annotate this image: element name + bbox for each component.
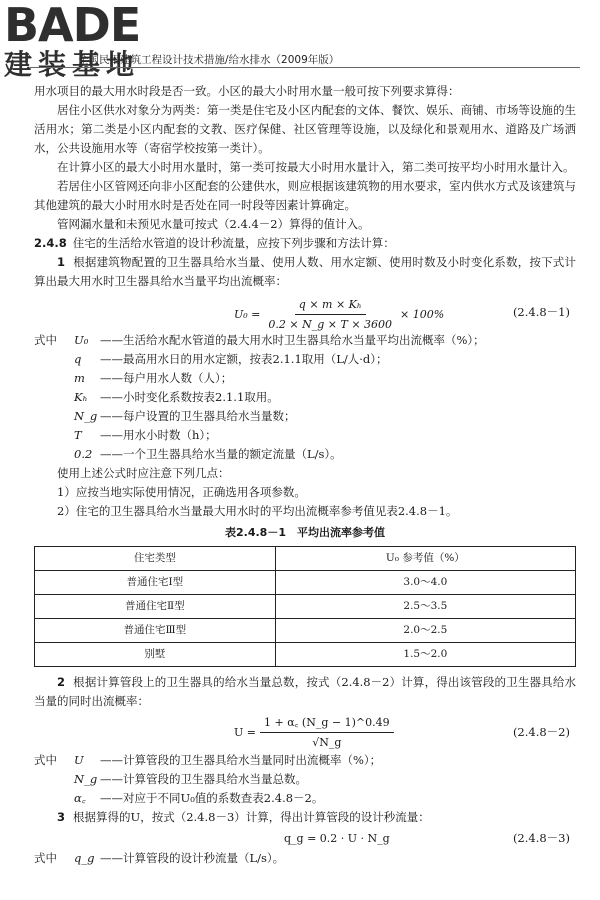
formula-lhs: U = — [234, 726, 256, 739]
note-2: 2）住宅的卫生器具给水当量最大用水时的平均出流概率参考值见表2.4.8－1。 — [57, 504, 458, 518]
step-text: 根据算得的U，按式（2.4.8－3）计算，得出计算管段的设计秒流量： — [73, 810, 430, 824]
table-cell: 普通住宅Ⅰ型 — [35, 571, 276, 595]
var-desc: ——计算管段的卫生器具给水当量总数。 — [100, 772, 307, 786]
step-number: 3 — [57, 810, 66, 824]
running-head: 全国民用建筑工程设计技术措施/给水排水（2009年版） — [78, 54, 340, 66]
where-label: 式中 — [34, 851, 57, 865]
logo-latin-text: BADE — [4, 0, 141, 52]
formula-2-4-8-2 — [34, 711, 576, 751]
step-number: 1 — [57, 255, 66, 269]
paragraph: 用水项目的最大用水时段是否一致。小区的最大小时用水量一般可按下列要求算得： — [34, 84, 460, 98]
variable-list-3 — [34, 849, 576, 868]
section-number: 2.4.8 — [34, 236, 67, 250]
var-symbol: q_g — [74, 851, 95, 865]
table-cell: 2.0～2.5 — [275, 619, 575, 643]
section-text: 住宅的生活给水管道的设计秒流量，应按下列步骤和方法计算： — [72, 236, 395, 250]
equation-number: (2.4.8－1) — [512, 305, 570, 319]
formula-numerator: 1 + α꜀ (N_g − 1)^0.49 — [260, 713, 394, 733]
var-desc: ——一个卫生器具给水当量的额定流量（L/s）。 — [100, 447, 342, 461]
var-desc: ——每户用水人数（人）； — [100, 371, 233, 385]
var-desc: ——每户设置的卫生器具给水当量数； — [100, 409, 296, 423]
formula-denominator: 0.2 × N_g × T × 3600 — [268, 318, 393, 331]
where-label: 式中 — [34, 753, 57, 767]
reference-table — [34, 546, 576, 667]
section-heading — [34, 234, 576, 253]
bade-logo — [4, 2, 184, 84]
table-cell: 2.5～3.5 — [275, 595, 575, 619]
formula-2-4-8-1 — [34, 291, 576, 331]
where-label: 式中 — [34, 333, 57, 347]
var-desc: ——计算管段的卫生器具给水当量同时出流概率（%）； — [100, 753, 382, 767]
table-header: U₀ 参考值（%） — [275, 547, 575, 571]
notes-intro: 使用上述公式时应注意下列几点： — [57, 466, 230, 480]
formula-text: q_g = 0.2 · U · N_g — [284, 832, 390, 845]
var-symbol: α꜀ — [74, 791, 86, 805]
note-1: 1）应按当地实际使用情况，正确选用各项参数。 — [57, 485, 306, 499]
var-desc: ——生活给水配水管道的最大用水时卫生器具给水当量平均出流概率（%）； — [100, 333, 485, 347]
var-desc: ——小时变化系数按表2.1.1取用。 — [100, 390, 279, 404]
formula-2-4-8-3 — [34, 827, 576, 849]
var-symbol: N_g — [74, 772, 98, 786]
page-content — [34, 82, 576, 868]
var-symbol: U₀ — [74, 333, 89, 347]
formula-fraction — [264, 295, 396, 334]
var-symbol: Kₕ — [74, 390, 88, 404]
formula-denominator: √N_g — [312, 736, 342, 749]
table-row — [35, 643, 576, 667]
formula-lhs: U₀ = — [234, 308, 261, 321]
formula-fraction — [260, 713, 394, 752]
step-3 — [34, 808, 576, 827]
var-desc: ——用水小时数（h）； — [100, 428, 217, 442]
table-cell: 普通住宅Ⅲ型 — [35, 619, 276, 643]
equation-number: (2.4.8－3) — [512, 831, 570, 845]
step-text: 根据建筑物配置的卫生器具给水当量、使用人数、用水定额、使用时数及小时变化系数，按下式计算出最大用水时卫生器具给水当量平均出流概率： — [34, 255, 576, 288]
table-row — [35, 595, 576, 619]
equation-number: (2.4.8－2) — [512, 725, 570, 739]
table-cell: 3.0～4.0 — [275, 571, 575, 595]
var-desc: ——最高用水日的用水定额，按表2.1.1取用（L/人·d）； — [100, 352, 388, 366]
formula-rhs: × 100% — [400, 308, 445, 321]
step-number: 2 — [57, 675, 66, 689]
variable-list-2 — [34, 751, 576, 808]
var-symbol: q — [74, 352, 82, 366]
var-desc: ——对应于不同U₀值的系数查表2.4.8－2。 — [100, 791, 324, 805]
formula-numerator: q × m × Kₕ — [295, 295, 366, 315]
var-symbol: m — [74, 371, 85, 385]
paragraph: 若居住小区管网还向非小区配套的公建供水，则应根据该建筑物的用水要求，室内供水方式及该建筑与其他建筑的最大小时用水时是否处在同一时段等因素计算确定。 — [34, 179, 576, 212]
var-symbol: T — [74, 428, 82, 442]
table-row — [35, 571, 576, 595]
table-header: 住宅类型 — [35, 547, 276, 571]
var-symbol: 0.2 — [74, 447, 93, 461]
step-1 — [34, 253, 576, 291]
table-cell: 普通住宅Ⅱ型 — [35, 595, 276, 619]
table-cell: 1.5～2.0 — [275, 643, 575, 667]
var-symbol: U — [74, 753, 84, 767]
var-symbol: N_g — [74, 409, 98, 423]
table-title: 表2.4.8－1 平均出流率参考值 — [225, 526, 385, 539]
table-row — [35, 619, 576, 643]
paragraph: 管网漏水量和未预见水量可按式（2.4.4－2）算得的值计入。 — [57, 217, 370, 231]
step-text: 根据计算管段上的卫生器具的给水当量总数，按式（2.4.8－2）计算，得出该管段的卫生器具给水当量的同时出流概率： — [34, 675, 576, 708]
paragraph: 在计算小区的最大小时用水量时，第一类可按最大小时用水量计入，第二类可按平均小时用水量计入。 — [57, 160, 575, 174]
step-2 — [34, 673, 576, 711]
paragraph: 居住小区供水对象分为两类：第一类是住宅及小区内配套的文体、餐饮、娱乐、商铺、市场等设施的生活用水；第二类是小区内配套的文教、医疗保健、社区管理等设施，以及绿化和景观用水、道路及广场洒水，公共设施用水等（寄宿学校按第一类计）。 — [34, 103, 576, 155]
variable-list-1 — [34, 331, 576, 464]
logo-chinese-text: 建装基地 — [4, 48, 141, 81]
header-rule — [30, 67, 580, 68]
var-desc: ——计算管段的设计秒流量（L/s）。 — [100, 851, 285, 865]
table-cell: 别墅 — [35, 643, 276, 667]
